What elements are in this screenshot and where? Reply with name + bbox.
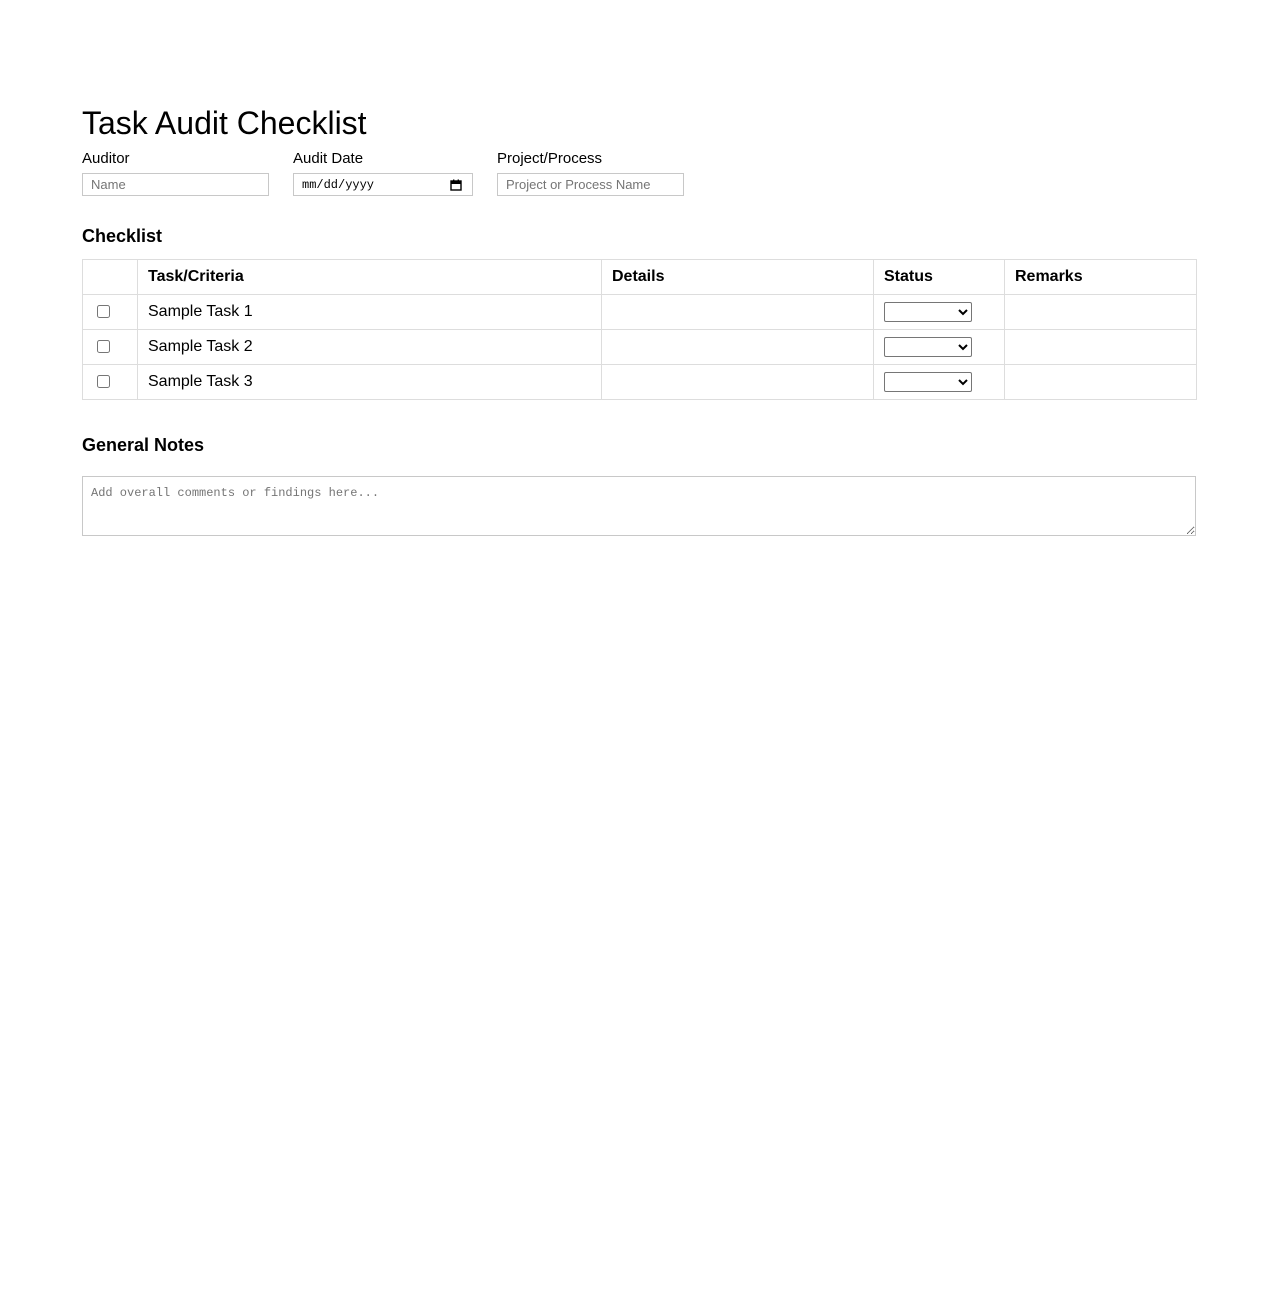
column-header-select	[83, 260, 138, 295]
status-select[interactable]	[884, 372, 972, 392]
column-header-remarks: Remarks	[1005, 260, 1197, 295]
table-row	[83, 295, 1197, 330]
column-header-details: Details	[602, 260, 874, 295]
project-field-group	[497, 150, 602, 168]
status-cell	[874, 330, 1005, 365]
remarks-cell[interactable]	[1005, 330, 1197, 365]
remarks-cell[interactable]	[1005, 365, 1197, 400]
checklist-header-row	[83, 260, 1197, 295]
column-header-task: Task/Criteria	[138, 260, 602, 295]
status-cell	[874, 295, 1005, 330]
task-checkbox[interactable]	[97, 340, 110, 353]
auditor-input[interactable]	[82, 173, 269, 196]
remarks-cell[interactable]	[1005, 295, 1197, 330]
auditor-label: Auditor	[82, 150, 130, 167]
task-cell: Sample Task 3	[138, 365, 602, 400]
calendar-icon[interactable]	[450, 179, 462, 191]
page-title: Task Audit Checklist	[82, 105, 367, 141]
checklist-table	[82, 259, 1197, 400]
audit-date-placeholder: mm/dd/yyyy	[302, 178, 375, 192]
audit-date-field-group	[293, 150, 375, 192]
project-input[interactable]	[497, 173, 684, 196]
audit-date-label: Audit Date	[293, 150, 364, 167]
checkbox-cell	[83, 330, 138, 365]
checkbox-cell	[83, 365, 138, 400]
table-row	[83, 330, 1197, 365]
task-cell: Sample Task 1	[138, 295, 602, 330]
checklist-heading: Checklist	[82, 226, 163, 246]
details-cell[interactable]	[602, 295, 874, 330]
general-notes-textarea[interactable]	[82, 476, 1196, 536]
column-header-status: Status	[874, 260, 1005, 295]
task-cell: Sample Task 2	[138, 330, 602, 365]
status-select[interactable]	[884, 337, 972, 357]
details-cell[interactable]	[602, 330, 874, 365]
task-checkbox[interactable]	[97, 375, 110, 388]
details-cell[interactable]	[602, 365, 874, 400]
auditor-field-group	[82, 150, 130, 168]
project-label: Project/Process	[497, 150, 603, 167]
general-notes-heading: General Notes	[82, 435, 205, 455]
table-row	[83, 365, 1197, 400]
checkbox-cell	[83, 295, 138, 330]
task-checkbox[interactable]	[97, 305, 110, 318]
status-select[interactable]	[884, 302, 972, 322]
audit-date-input[interactable]	[293, 173, 473, 196]
status-cell	[874, 365, 1005, 400]
